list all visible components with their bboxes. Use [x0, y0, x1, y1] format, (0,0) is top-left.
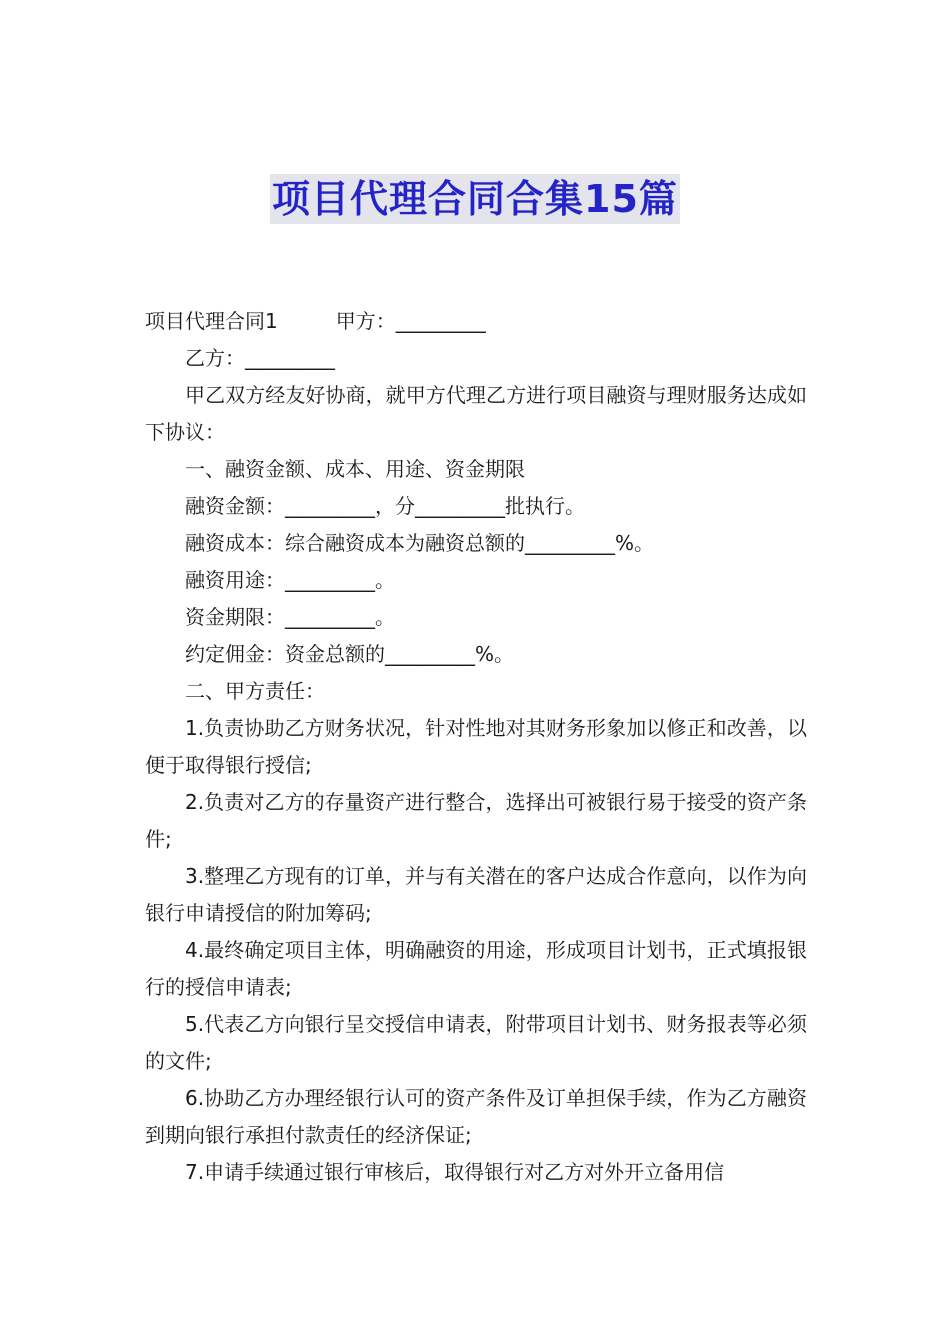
financing-purpose: 融资用途：_________。	[185, 568, 395, 592]
duty-item-5: 5.代表乙方向银行呈交授信申请表，附带项目计划书、财务报表等必须的文件;	[145, 1012, 807, 1073]
section-heading-party-a: 二、甲方责任：	[185, 679, 325, 703]
duty-item-3: 3.整理乙方现有的订单，并与有关潜在的客户达成合作意向，以作为向银行申请授信的附加筹码;	[145, 864, 807, 925]
duty-item-1: 1.负责协助乙方财务状况，针对性地对其财务形象加以修正和改善，以便于取得银行授信;	[145, 716, 807, 777]
document-title: 项目代理合同合集15篇	[270, 174, 680, 224]
title-container	[0, 174, 950, 224]
party-b-line: 乙方：_________	[185, 346, 335, 370]
funding-term: 资金期限：_________。	[185, 605, 395, 629]
document-body	[145, 303, 807, 1191]
duty-item-6: 6.协助乙方办理经银行认可的资产条件及订单担保手续，作为乙方融资到期向银行承担付款责任的经济保证;	[145, 1086, 807, 1147]
duty-item-4: 4.最终确定项目主体，明确融资的用途，形成项目计划书，正式填报银行的授信申请表;	[145, 938, 807, 999]
party-a-line: 甲方：_________	[335, 309, 486, 333]
financing-cost: 融资成本：综合融资成本为融资总额的_________%。	[185, 531, 655, 555]
duty-item-7: 7.申请手续通过银行审核后，取得银行对乙方对外开立备用信	[185, 1160, 725, 1184]
section-heading-financing: 一、融资金额、成本、用途、资金期限	[185, 457, 525, 481]
contract-heading-line	[145, 303, 807, 340]
agreement-intro: 甲乙双方经友好协商，就甲方代理乙方进行项目融资与理财服务达成如下协议：	[145, 383, 807, 444]
agreed-commission: 约定佣金：资金总额的_________%。	[185, 642, 515, 666]
financing-amount: 融资金额：_________，分_________批执行。	[185, 494, 585, 518]
duty-item-2: 2.负责对乙方的存量资产进行整合，选择出可被银行易于接受的资产条件;	[145, 790, 807, 851]
contract-heading: 项目代理合同1	[145, 309, 278, 333]
